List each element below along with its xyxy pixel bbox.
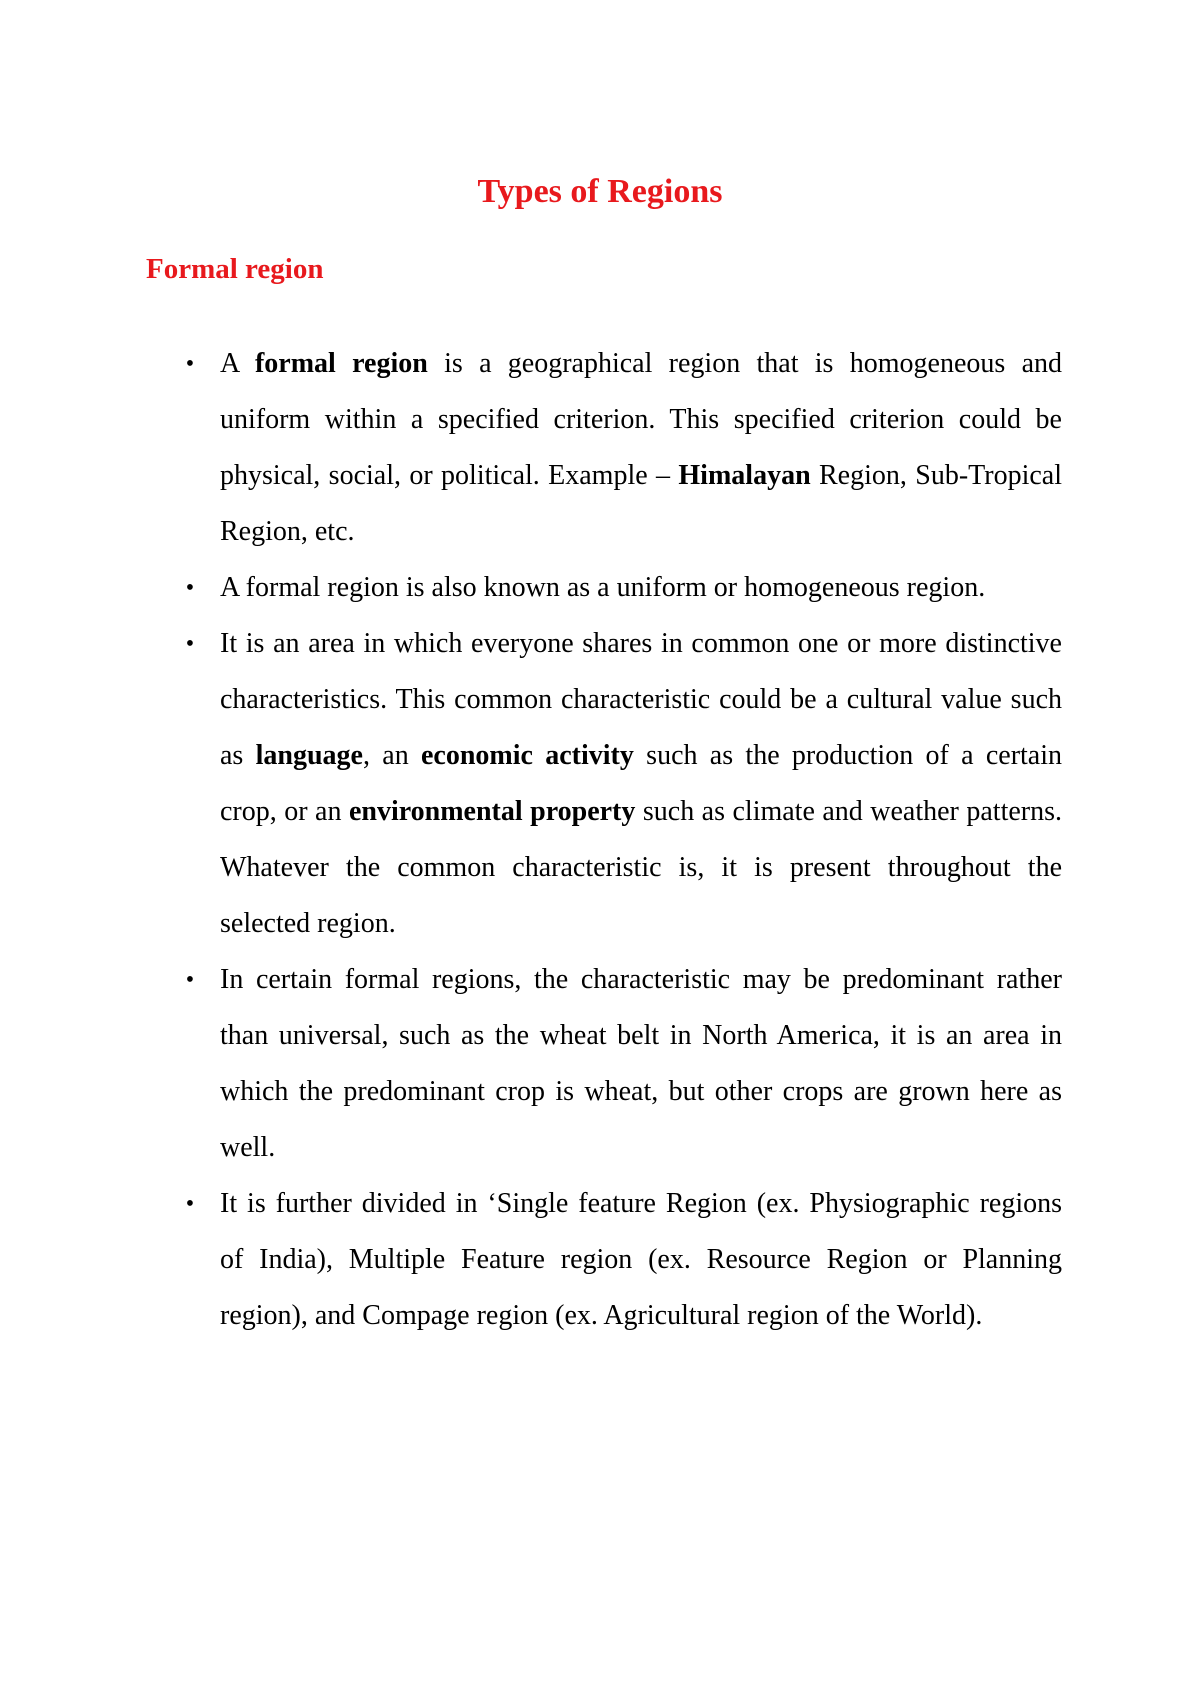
bullet-dot-icon: •	[185, 575, 195, 601]
bullet-text	[220, 1188, 1062, 1331]
text-run: It is an area in which everyone shares in common one or more distinctive characteristics. This common characteristic could be a cultural value such as	[220, 628, 1062, 771]
bullet-item	[176, 952, 1062, 1176]
bold-term: Himalayan	[678, 460, 811, 491]
text-run: A formal region is also known as a uniform or homogeneous region.	[220, 572, 986, 603]
text-run: A	[220, 348, 255, 379]
text-run: , an	[362, 740, 421, 771]
bold-term: language	[255, 740, 363, 771]
bullet-text	[220, 628, 1062, 939]
bullet-dot-icon: •	[185, 631, 195, 657]
bullet-dot-icon: •	[185, 1191, 195, 1217]
bullet-text	[220, 964, 1062, 1163]
bullet-text	[220, 348, 1062, 547]
text-run: Region, Sub-Tropical Region, etc.	[220, 460, 1063, 547]
text-run: In certain formal regions, the characteristic may be predominant rather than universal, such as the wheat belt in North America, it is an area in which the predominant crop is wheat, but other crops are grown here as well.	[220, 964, 1062, 1163]
text-run: such as climate and weather patterns. Whatever the common characteristic is, it is present throughout the selected region.	[220, 796, 1062, 939]
bold-term: environmental property	[348, 796, 636, 827]
bullet-item	[176, 616, 1062, 952]
bold-term: formal region	[254, 348, 428, 379]
bullet-item	[176, 1176, 1062, 1344]
text-run: is a geographical region that is homogeneous and uniform within a specified criterion. This specified criterion could be physical, social, or political. Example –	[220, 348, 1062, 491]
text-run: It is further divided in ‘Single feature Region (ex. Physiographic regions of India), Multiple Feature region (ex. Resource Region or Planning region), and Compage region (ex. Agricultural region of the World).	[220, 1188, 1062, 1331]
bullet-text	[220, 572, 985, 603]
section-heading: Formal region	[146, 253, 324, 285]
bullet-dot-icon: •	[185, 351, 195, 377]
bullet-list	[176, 336, 1062, 1344]
text-run: such as the production of a certain crop, or an	[220, 740, 1063, 827]
bold-term: economic activity	[421, 740, 634, 771]
document-title: Types of Regions	[477, 173, 723, 210]
bullet-item	[176, 560, 1062, 616]
bullet-dot-icon: •	[185, 967, 195, 993]
bullet-item	[176, 336, 1062, 560]
